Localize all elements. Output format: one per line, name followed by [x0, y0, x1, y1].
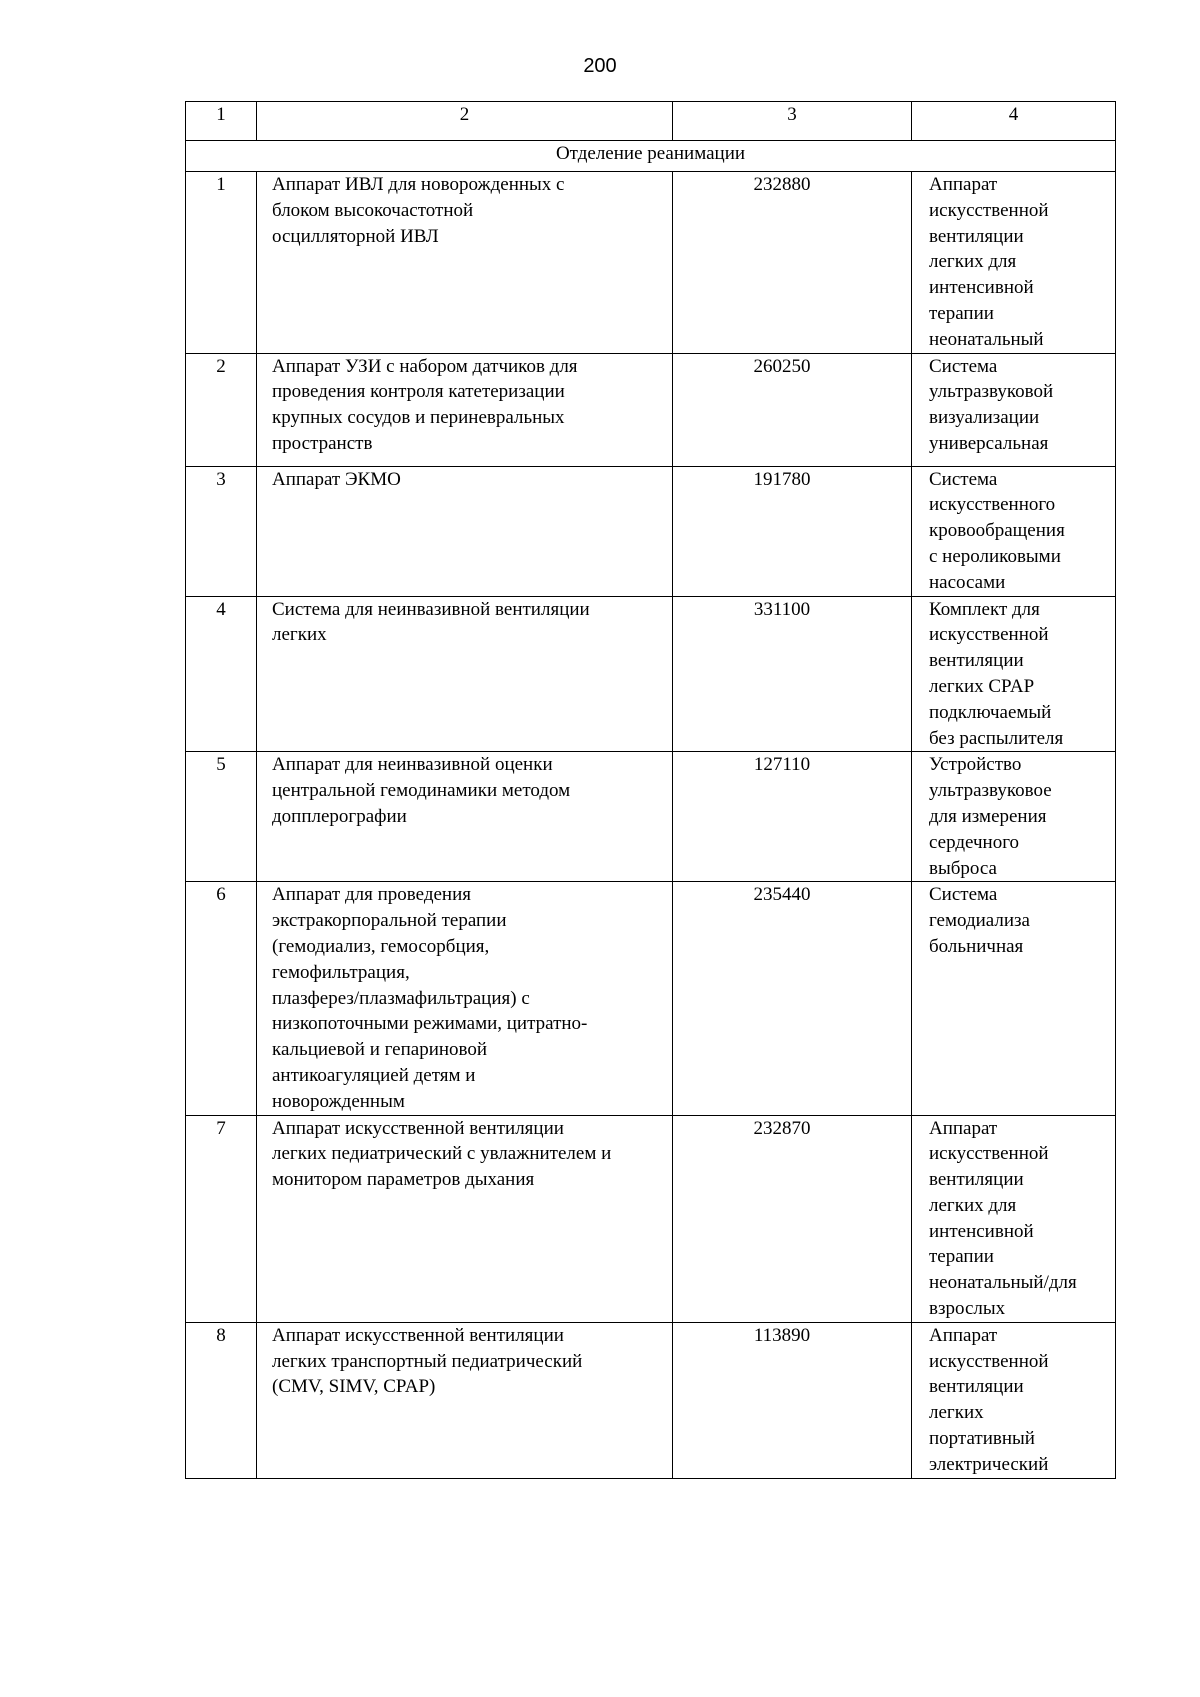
equipment-code: 232880	[673, 172, 912, 354]
equipment-name: Аппарат УЗИ с набором датчиков для проведения контроля катетеризации крупных сосудов и периневральных пространств	[257, 353, 673, 466]
equipment-name: Аппарат искусственной вентиляции легких педиатрический с увлажнителем и монитором параметров дыхания	[257, 1115, 673, 1322]
column-header: 1	[186, 102, 257, 141]
equipment-code: 113890	[673, 1322, 912, 1478]
table-row	[186, 1322, 1116, 1478]
equipment-type: Устройство ультразвуковое для измерения сердечного выброса	[912, 752, 1116, 882]
equipment-type: Система искусственного кровообращения с нероликовыми насосами	[912, 466, 1116, 596]
page-number: 200	[583, 55, 617, 77]
equipment-type: Аппарат искусственной вентиляции легких для интенсивной терапии неонатальный	[912, 172, 1116, 354]
row-number: 3	[186, 466, 257, 596]
section-title: Отделение реанимации	[186, 141, 1116, 172]
equipment-code: 232870	[673, 1115, 912, 1322]
table-row	[186, 882, 1116, 1115]
table-row	[186, 596, 1116, 752]
row-number: 8	[186, 1322, 257, 1478]
equipment-code: 260250	[673, 353, 912, 466]
column-header: 4	[912, 102, 1116, 141]
equipment-type: Система гемодиализа больничная	[912, 882, 1116, 1115]
equipment-type: Система ультразвуковой визуализации универсальная	[912, 353, 1116, 466]
row-number: 2	[186, 353, 257, 466]
equipment-type: Аппарат искусственной вентиляции легких портативный электрический	[912, 1322, 1116, 1478]
section-row	[186, 141, 1116, 172]
table-row	[186, 1115, 1116, 1322]
row-number: 7	[186, 1115, 257, 1322]
row-number: 4	[186, 596, 257, 752]
column-header: 2	[257, 102, 673, 141]
row-number: 5	[186, 752, 257, 882]
equipment-type: Комплект для искусственной вентиляции легких CPAP подключаемый без распылителя	[912, 596, 1116, 752]
equipment-code: 331100	[673, 596, 912, 752]
equipment-name: Аппарат искусственной вентиляции легких транспортный педиатрический (CMV, SIMV, CPAP)	[257, 1322, 673, 1478]
table-row	[186, 466, 1116, 596]
table-row	[186, 353, 1116, 466]
equipment-code: 127110	[673, 752, 912, 882]
table-row	[186, 752, 1116, 882]
equipment-name: Аппарат для неинвазивной оценки центральной гемодинамики методом допплерографии	[257, 752, 673, 882]
equipment-code: 235440	[673, 882, 912, 1115]
equipment-code: 191780	[673, 466, 912, 596]
table-header-row	[186, 102, 1116, 141]
column-header: 3	[673, 102, 912, 141]
equipment-name: Аппарат для проведения экстракорпоральной терапии (гемодиализ, гемосорбция, гемофильтрация, плазферез/плазмафильтрация) с низкопоточными режимами, цитратно- кальциевой и гепариновой антикоагуляцией детям и новорожденным	[257, 882, 673, 1115]
row-number: 1	[186, 172, 257, 354]
equipment-table	[185, 101, 1116, 1479]
equipment-name: Система для неинвазивной вентиляции легких	[257, 596, 673, 752]
equipment-name: Аппарат ЭКМО	[257, 466, 673, 596]
table-row	[186, 172, 1116, 354]
equipment-name: Аппарат ИВЛ для новорожденных с блоком высокочастотной осцилляторной ИВЛ	[257, 172, 673, 354]
equipment-type: Аппарат искусственной вентиляции легких для интенсивной терапии неонатальный/для взрослых	[912, 1115, 1116, 1322]
row-number: 6	[186, 882, 257, 1115]
